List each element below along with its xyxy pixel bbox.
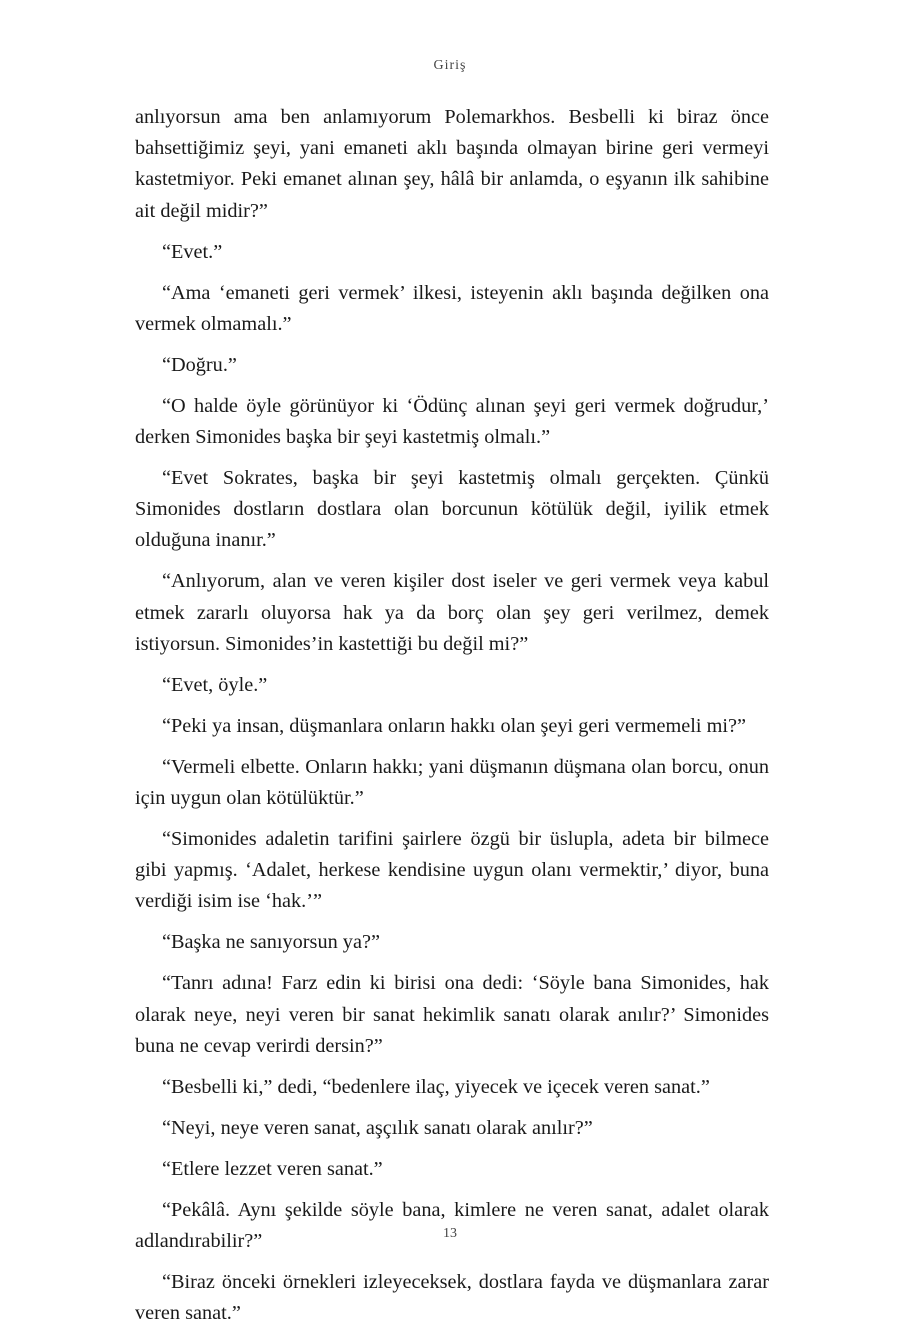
paragraph: “Biraz önceki örnekleri izleyeceksek, dostlara fayda ve düşmanlara zarar veren sanat.” [135, 1271, 769, 1325]
page-number: 13 [443, 1226, 457, 1241]
paragraph: “O halde öyle görünüyor ki ‘Ödünç alınan şeyi geri vermek doğrudur,’ derken Simonides başka bir şeyi kastetmiş olmalı.” [135, 394, 769, 449]
paragraph: “Anlıyorum, alan ve veren kişiler dost iseler ve geri vermek veya kabul etmek zararlı oluyorsa hak ya da borç olan şey geri verilmez, demek istiyorsun. Simonides’in kastettiği bu değil mi?” [135, 570, 769, 655]
body-text [135, 102, 769, 1339]
paragraph: “Peki ya insan, düşmanlara onların hakkı olan şeyi geri vermemeli mi?” [162, 714, 747, 737]
paragraph: “Pekâlâ. Aynı şekilde söyle bana, kimlere ne veren sanat, adalet olarak adlandırabilir?” [135, 1198, 769, 1253]
paragraph: “Etlere lezzet veren sanat.” [162, 1157, 383, 1180]
paragraph: “Tanrı adına! Farz edin ki birisi ona dedi: ‘Söyle bana Simonides, hak olarak neye, neyi veren bir sanat hekimlik sanatı olarak anılır?’ Simonides buna ne cevap verirdi dersin?” [135, 972, 769, 1057]
paragraph: “Evet Sokrates, başka bir şeyi kastetmiş olmalı gerçekten. Çünkü Simonides dostların dostlara olan borcunun kötülük değil, iyilik etmek olduğuna inanır.” [135, 467, 769, 552]
paragraph: “Doğru.” [162, 353, 237, 376]
paragraph: “Ama ‘emaneti geri vermek’ ilkesi, isteyenin aklı başında değilken ona vermek olmamalı.” [135, 281, 769, 335]
running-header: Giriş [433, 58, 467, 73]
paragraph: “Evet, öyle.” [162, 673, 268, 696]
paragraph: “Vermeli elbette. Onların hakkı; yani düşmanın düşmana olan borcu, onun için uygun olan kötülüktür.” [135, 755, 769, 810]
paragraph: “Başka ne sanıyorsun ya?” [162, 931, 380, 954]
paragraph: “Simonides adaletin tarifini şairlere özgü bir üslupla, adeta bir bilmece gibi yapmış. ‘Adalet, herkese kendisine uygun olanı vermektir,’ diyor, buna verdiği isim ise ‘hak.’” [135, 828, 769, 913]
paragraph: “Neyi, neye veren sanat, aşçılık sanatı olarak anılır?” [162, 1116, 593, 1139]
paragraph: “Evet.” [162, 240, 223, 263]
paragraph: “Besbelli ki,” dedi, “bedenlere ilaç, yiyecek ve içecek veren sanat.” [162, 1075, 710, 1098]
paragraph: anlıyorsun ama ben anlamıyorum Polemarkhos. Besbelli ki biraz önce bahsettiğimiz şeyi, yani emaneti aklı başında olmayan birine geri vermeyi kastetmiyor. Peki emanet alınan şey, hâlâ bir anlamda, o eşyanın ilk sahibine ait değil midir?” [135, 106, 769, 222]
